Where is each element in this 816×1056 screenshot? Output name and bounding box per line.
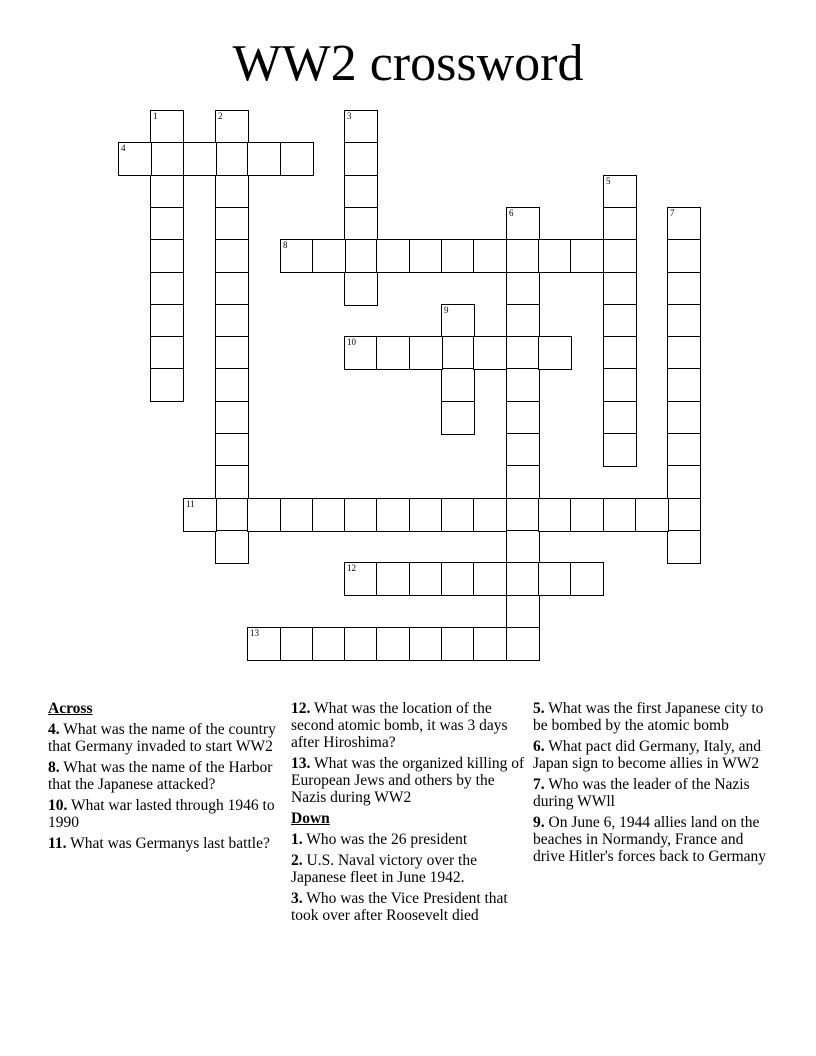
grid-cell[interactable] bbox=[344, 272, 378, 306]
clue-item-text: What was the name of the country that Germany invaded to start WW2 bbox=[48, 721, 276, 755]
grid-cell[interactable] bbox=[150, 207, 184, 241]
grid-cell[interactable] bbox=[538, 562, 572, 596]
grid-cell[interactable] bbox=[506, 304, 540, 338]
clue-number: 11 bbox=[186, 499, 195, 509]
grid-cell[interactable] bbox=[150, 272, 184, 306]
grid-cell[interactable] bbox=[506, 207, 540, 241]
clue-item bbox=[48, 721, 283, 755]
clue-number: 12 bbox=[347, 563, 356, 573]
grid-cell[interactable] bbox=[215, 239, 249, 273]
grid-cell[interactable] bbox=[215, 304, 249, 338]
grid-cell[interactable] bbox=[667, 272, 701, 306]
clue-item-text: What was the first Japanese city to be bombed by the atomic bomb bbox=[533, 700, 764, 734]
grid-cell[interactable] bbox=[215, 368, 249, 402]
grid-cell[interactable] bbox=[344, 142, 378, 176]
grid-cell[interactable] bbox=[409, 239, 443, 273]
grid-cell[interactable] bbox=[280, 498, 314, 532]
grid-cell[interactable] bbox=[150, 336, 184, 370]
clue-item-text: U.S. Naval victory over the Japanese fleet in June 1942. bbox=[291, 852, 477, 886]
grid-cell[interactable] bbox=[344, 336, 378, 370]
grid-cell[interactable] bbox=[344, 110, 378, 144]
clue-item-text: Who was the leader of the Nazis during WWll bbox=[533, 776, 750, 810]
clue-item-number: 9. bbox=[533, 814, 545, 831]
grid-cell[interactable] bbox=[603, 368, 637, 402]
grid-cell[interactable] bbox=[215, 401, 249, 435]
clues-column-1 bbox=[48, 700, 283, 856]
clue-item-number: 5. bbox=[533, 700, 545, 717]
grid-cell[interactable] bbox=[506, 627, 540, 661]
grid-cell[interactable] bbox=[506, 562, 540, 596]
grid-cell[interactable] bbox=[473, 336, 507, 370]
clue-number: 13 bbox=[250, 628, 259, 638]
grid-cell[interactable] bbox=[473, 498, 507, 532]
grid-cell[interactable] bbox=[603, 272, 637, 306]
clue-number: 7 bbox=[670, 208, 675, 218]
grid-cell[interactable] bbox=[603, 433, 637, 467]
grid-cell[interactable] bbox=[247, 627, 281, 661]
grid-cell[interactable] bbox=[312, 498, 346, 532]
grid-cell[interactable] bbox=[344, 627, 378, 661]
grid-cell[interactable] bbox=[150, 175, 184, 209]
grid-cell[interactable] bbox=[667, 465, 701, 499]
grid-cell[interactable] bbox=[280, 142, 314, 176]
grid-cell[interactable] bbox=[538, 498, 572, 532]
grid-cell[interactable] bbox=[603, 336, 637, 370]
grid-cell[interactable] bbox=[603, 239, 637, 273]
clue-item-text: What was the organized killing of European Jews and others by the Nazis during WW2 bbox=[291, 755, 525, 806]
clue-item bbox=[533, 814, 768, 865]
grid-cell[interactable] bbox=[506, 498, 540, 532]
grid-cell[interactable] bbox=[215, 142, 249, 176]
grid-cell[interactable] bbox=[506, 433, 540, 467]
grid-cell[interactable] bbox=[441, 336, 475, 370]
grid-cell[interactable] bbox=[570, 239, 604, 273]
grid-cell[interactable] bbox=[506, 239, 540, 273]
grid-cell[interactable] bbox=[344, 562, 378, 596]
clue-item bbox=[291, 890, 526, 924]
clue-item-text: Who was the Vice President that took over after Roosevelt died bbox=[291, 890, 508, 924]
grid-cell[interactable] bbox=[215, 175, 249, 209]
grid-cell[interactable] bbox=[344, 498, 378, 532]
grid-cell[interactable] bbox=[667, 239, 701, 273]
clue-number: 9 bbox=[444, 305, 449, 315]
grid-cell[interactable] bbox=[667, 433, 701, 467]
grid-cell[interactable] bbox=[376, 336, 410, 370]
grid-cell[interactable] bbox=[150, 239, 184, 273]
grid-cell[interactable] bbox=[506, 368, 540, 402]
grid-cell[interactable] bbox=[506, 401, 540, 435]
grid-cell[interactable] bbox=[409, 498, 443, 532]
grid-cell[interactable] bbox=[376, 562, 410, 596]
clue-item-number: 2. bbox=[291, 852, 303, 869]
clue-item-text: What pact did Germany, Italy, and Japan sign to become allies in WW2 bbox=[533, 738, 761, 772]
clue-item bbox=[533, 738, 768, 772]
clue-item-number: 12. bbox=[291, 700, 311, 717]
grid-cell[interactable] bbox=[183, 498, 217, 532]
grid-cell[interactable] bbox=[312, 627, 346, 661]
grid-cell[interactable] bbox=[441, 304, 475, 338]
grid-cell[interactable] bbox=[376, 627, 410, 661]
grid-cell[interactable] bbox=[215, 272, 249, 306]
grid-cell[interactable] bbox=[538, 239, 572, 273]
grid-cell[interactable] bbox=[344, 239, 378, 273]
grid-cell[interactable] bbox=[603, 401, 637, 435]
grid-cell[interactable] bbox=[667, 401, 701, 435]
grid-cell[interactable] bbox=[150, 142, 184, 176]
clue-number: 5 bbox=[606, 176, 611, 186]
grid-cell[interactable] bbox=[215, 433, 249, 467]
grid-cell[interactable] bbox=[506, 465, 540, 499]
clue-item-number: 3. bbox=[291, 890, 303, 907]
clue-item bbox=[48, 797, 283, 831]
grid-cell[interactable] bbox=[506, 530, 540, 564]
clue-number: 3 bbox=[347, 111, 352, 121]
grid-cell[interactable] bbox=[603, 207, 637, 241]
grid-cell[interactable] bbox=[150, 368, 184, 402]
grid-cell[interactable] bbox=[150, 110, 184, 144]
grid-cell[interactable] bbox=[667, 304, 701, 338]
grid-cell[interactable] bbox=[247, 142, 281, 176]
grid-cell[interactable] bbox=[118, 142, 152, 176]
clues-column-3 bbox=[533, 700, 768, 869]
clue-item-number: 4. bbox=[48, 721, 60, 738]
grid-cell[interactable] bbox=[441, 562, 475, 596]
grid-cell[interactable] bbox=[506, 272, 540, 306]
grid-cell[interactable] bbox=[603, 175, 637, 209]
clue-item-number: 13. bbox=[291, 755, 311, 772]
clue-item bbox=[291, 755, 526, 806]
grid-cell[interactable] bbox=[635, 498, 669, 532]
grid-cell[interactable] bbox=[376, 239, 410, 273]
clue-number: 4 bbox=[121, 143, 126, 153]
clue-item-number: 11. bbox=[48, 835, 67, 852]
clue-item-number: 10. bbox=[48, 797, 68, 814]
clue-item-number: 6. bbox=[533, 738, 545, 755]
clue-item bbox=[533, 776, 768, 810]
grid-cell[interactable] bbox=[667, 368, 701, 402]
grid-cell[interactable] bbox=[667, 530, 701, 564]
clue-section-heading: Down bbox=[291, 810, 330, 827]
grid-cell[interactable] bbox=[441, 498, 475, 532]
clue-item-number: 8. bbox=[48, 759, 60, 776]
clue-number: 1 bbox=[153, 111, 158, 121]
grid-cell[interactable] bbox=[603, 304, 637, 338]
grid-cell[interactable] bbox=[441, 627, 475, 661]
grid-cell[interactable] bbox=[215, 530, 249, 564]
clue-item-text: What was the location of the second atomic bomb, it was 3 days after Hiroshima? bbox=[291, 700, 508, 751]
clue-number: 10 bbox=[347, 337, 356, 347]
grid-cell[interactable] bbox=[344, 207, 378, 241]
grid-cell[interactable] bbox=[667, 207, 701, 241]
grid-cell[interactable] bbox=[441, 239, 475, 273]
grid-cell[interactable] bbox=[215, 336, 249, 370]
clues-column-2 bbox=[291, 700, 526, 928]
clue-item-number: 7. bbox=[533, 776, 545, 793]
grid-cell[interactable] bbox=[280, 239, 314, 273]
grid-cell[interactable] bbox=[441, 401, 475, 435]
grid-cell[interactable] bbox=[603, 498, 637, 532]
grid-cell[interactable] bbox=[506, 595, 540, 629]
clue-item bbox=[291, 700, 526, 751]
grid-cell[interactable] bbox=[215, 465, 249, 499]
grid-cell[interactable] bbox=[409, 562, 443, 596]
grid-cell[interactable] bbox=[215, 207, 249, 241]
grid-cell[interactable] bbox=[409, 627, 443, 661]
grid-cell[interactable] bbox=[570, 562, 604, 596]
grid-cell[interactable] bbox=[409, 336, 443, 370]
clue-item-text: On June 6, 1944 allies land on the beaches in Normandy, France and drive Hitler's forces back to Germany bbox=[533, 814, 767, 865]
clue-item-text: What was Germanys last battle? bbox=[66, 835, 270, 852]
grid-cell[interactable] bbox=[150, 304, 184, 338]
grid-cell[interactable] bbox=[441, 368, 475, 402]
grid-cell[interactable] bbox=[473, 627, 507, 661]
clue-number: 8 bbox=[283, 240, 288, 250]
clue-item-text: What war lasted through 1946 to 1990 bbox=[48, 797, 275, 831]
grid-cell[interactable] bbox=[247, 498, 281, 532]
clue-item bbox=[48, 759, 283, 793]
grid-cell[interactable] bbox=[506, 336, 540, 370]
grid-cell[interactable] bbox=[183, 142, 217, 176]
grid-cell[interactable] bbox=[570, 498, 604, 532]
grid-cell[interactable] bbox=[473, 562, 507, 596]
clue-item-text: Who was the 26 president bbox=[302, 831, 468, 848]
grid-cell[interactable] bbox=[280, 627, 314, 661]
clue-item-number: 1. bbox=[291, 831, 303, 848]
page-title: WW2 crossword bbox=[232, 35, 584, 92]
grid-cell[interactable] bbox=[667, 336, 701, 370]
clue-item bbox=[291, 831, 526, 848]
clue-item bbox=[533, 700, 768, 734]
clue-section-heading: Across bbox=[48, 700, 93, 717]
clue-item bbox=[291, 852, 526, 886]
grid-cell[interactable] bbox=[538, 336, 572, 370]
grid-cell[interactable] bbox=[312, 239, 346, 273]
clue-number: 2 bbox=[218, 111, 223, 121]
grid-cell[interactable] bbox=[667, 498, 701, 532]
clue-item-text: What was the name of the Harbor that the Japanese attacked? bbox=[48, 759, 273, 793]
grid-cell[interactable] bbox=[215, 498, 249, 532]
grid-cell[interactable] bbox=[215, 110, 249, 144]
grid-cell[interactable] bbox=[344, 175, 378, 209]
clue-number: 6 bbox=[509, 208, 514, 218]
clue-item bbox=[48, 835, 283, 852]
grid-cell[interactable] bbox=[473, 239, 507, 273]
grid-cell[interactable] bbox=[376, 498, 410, 532]
